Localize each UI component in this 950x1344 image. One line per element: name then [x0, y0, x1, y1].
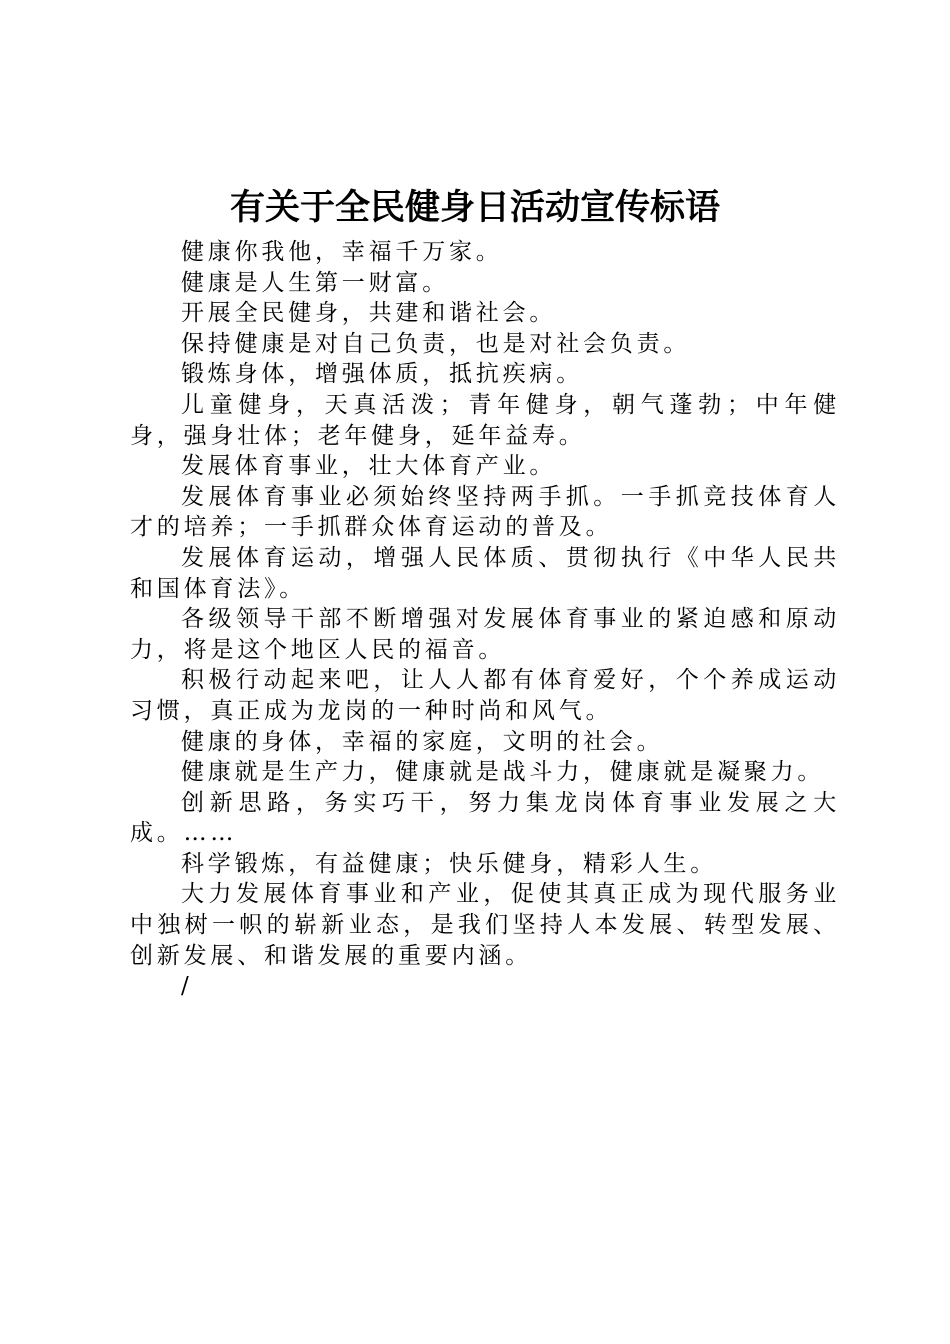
paragraph: 儿童健身，天真活泼；青年健身，朝气蓬勃；中年健身，强身壮体；老年健身，延年益寿。: [130, 391, 840, 449]
paragraph: 锻炼身体，增强体质，抵抗疾病。: [181, 361, 583, 388]
paragraph: /: [181, 973, 193, 1000]
document-title: 有关于全民健身日活动宣传标语: [229, 188, 720, 228]
paragraph: 保持健康是对自己负责，也是对社会负责。: [181, 330, 691, 357]
paragraph: 健康是人生第一财富。: [181, 269, 449, 296]
paragraph: 积极行动起来吧，让人人都有体育爱好，个个养成运动习惯，真正成为龙岗的一种时尚和风气。: [130, 667, 840, 724]
paragraph: 健康的身体，幸福的家庭，文明的社会。: [181, 728, 664, 755]
paragraph: 科学锻炼，有益健康；快乐健身，精彩人生。: [181, 850, 717, 877]
paragraph: 健康就是生产力，健康就是战斗力，健康就是凝聚力。: [181, 759, 825, 786]
paragraph: 大力发展体育事业和产业，促使其真正成为现代服务业中独树一帜的崭新业态，是我们坚持人本发展、转型发展、创新发展、和谐发展的重要内涵。: [130, 881, 840, 969]
document-body: [130, 237, 840, 1002]
paragraph: 发展体育事业，壮大体育产业。: [181, 453, 557, 480]
paragraph: 开展全民健身，共建和谐社会。: [181, 300, 557, 327]
paragraph: 创新思路，务实巧干，努力集龙岗体育事业发展之大成。……: [130, 789, 840, 847]
paragraph: 发展体育运动，增强人民体质、贯彻执行《中华人民共和国体育法》。: [130, 544, 840, 602]
paragraph: 健康你我他，幸福千万家。: [181, 239, 503, 265]
paragraph: 发展体育事业必须始终坚持两手抓。一手抓竞技体育人才的培养；一手抓群众体育运动的普及。: [130, 483, 840, 541]
paragraph: 各级领导干部不断增强对发展体育事业的紧迫感和原动力，将是这个地区人民的福音。: [130, 606, 840, 663]
